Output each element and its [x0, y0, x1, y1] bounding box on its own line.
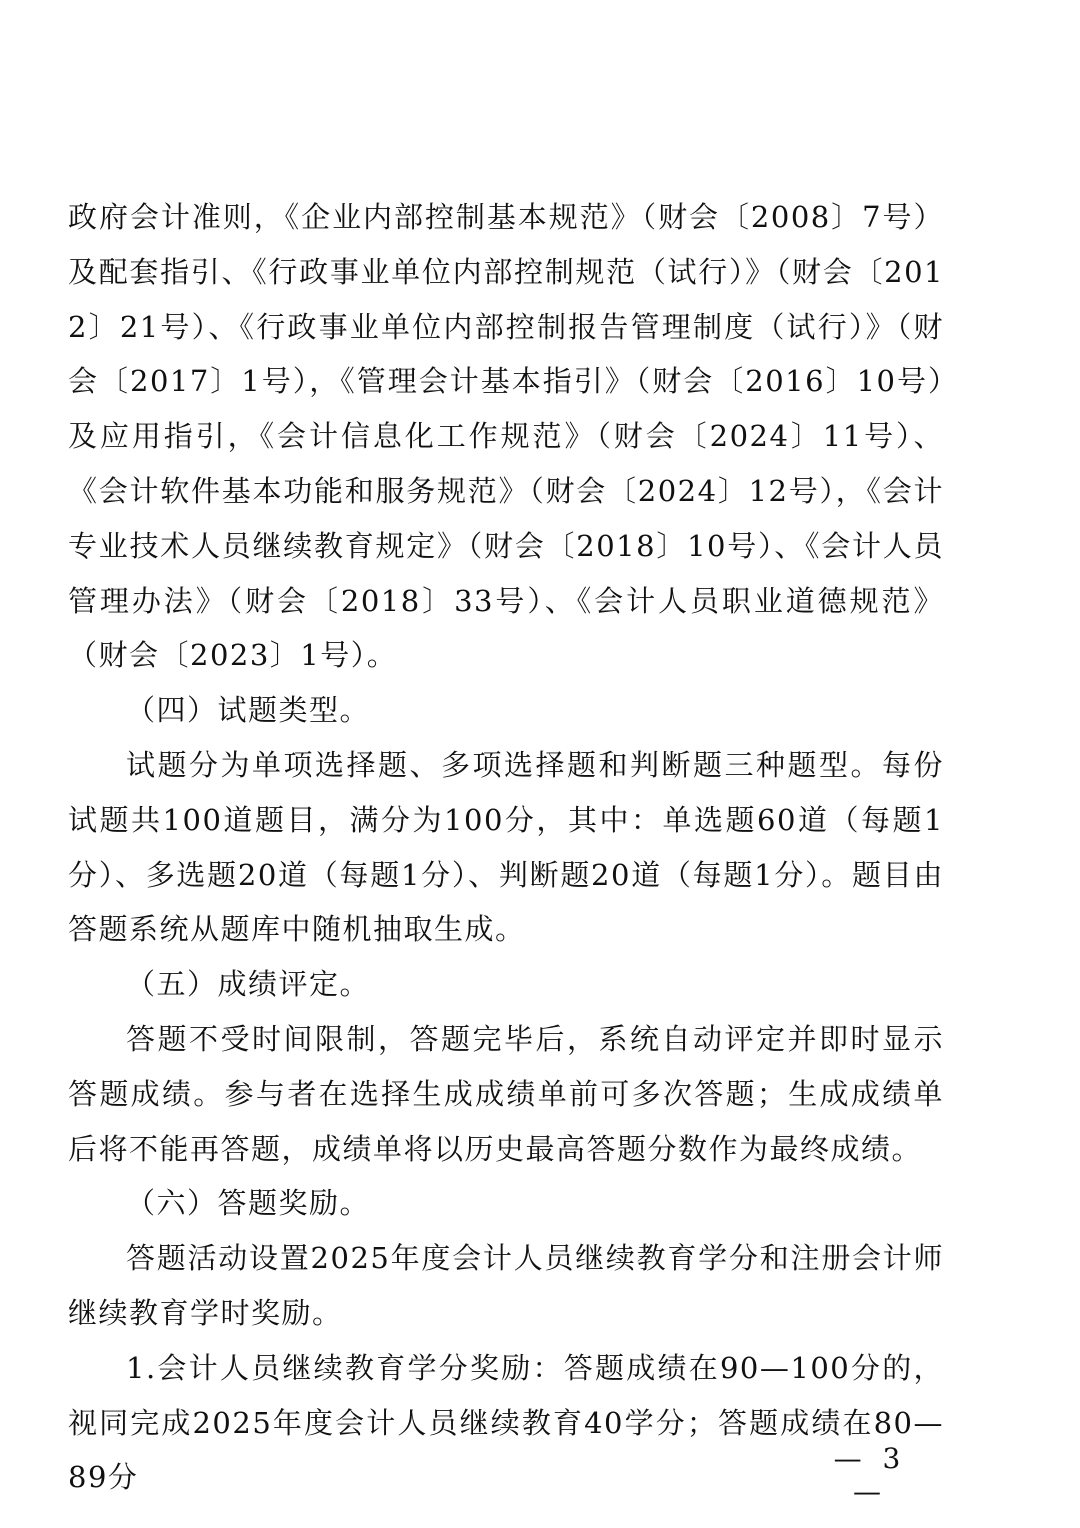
paragraph-question-types: 试题分为单项选择题、多项选择题和判断题三种题型。每份试题共100道题目，满分为100分，其中：单选题60道（每题1分）、多选题20道（每题1分）、判断题20道（每题1分）。题目由答题系统从题库中随机抽取生成。: [68, 747, 944, 947]
page-number: — 3 —: [833, 1442, 907, 1508]
paragraph-rewards: 答题活动设置2025年度会计人员继续教育学分和注册会计师继续教育学时奖励。: [68, 1241, 944, 1330]
document-body: [68, 190, 944, 1505]
paragraph-credit-reward-item-1: 1.会计人员继续教育学分奖励：答题成绩在90—100分的，视同完成2025年度会计人员继续教育40学分；答题成绩在80—89分: [68, 1350, 944, 1495]
section-heading-question-types: （四）试题类型。: [126, 693, 371, 728]
paragraph-scoring: 答题不受时间限制，答题完毕后，系统自动评定并即时显示答题成绩。参与者在选择生成成绩单前可多次答题；生成成绩单后将不能再答题，成绩单将以历史最高答题分数作为最终成绩。: [68, 1021, 944, 1166]
section-heading-rewards: （六）答题奖励。: [126, 1186, 371, 1221]
paragraph-regulations-list: 政府会计准则，《企业内部控制基本规范》（财会〔2008〕7号）及配套指引、《行政事业单位内部控制规范（试行）》（财会〔2012〕21号）、《行政事业单位内部控制报告管理制度（试行）》（财会〔2017〕1号），《管理会计基本指引》（财会〔2016〕10号）及应用指引，《会计信息化工作规范》（财会〔2024〕11号）、《会计软件基本功能和服务规范》（财会〔2024〕12号），《会计专业技术人员继续教育规定》（财会〔2018〕10号）、《会计人员管理办法》（财会〔2018〕33号）、《会计人员职业道德规范》（财会〔2023〕1号）。: [68, 200, 944, 673]
section-heading-scoring: （五）成绩评定。: [126, 967, 371, 1002]
